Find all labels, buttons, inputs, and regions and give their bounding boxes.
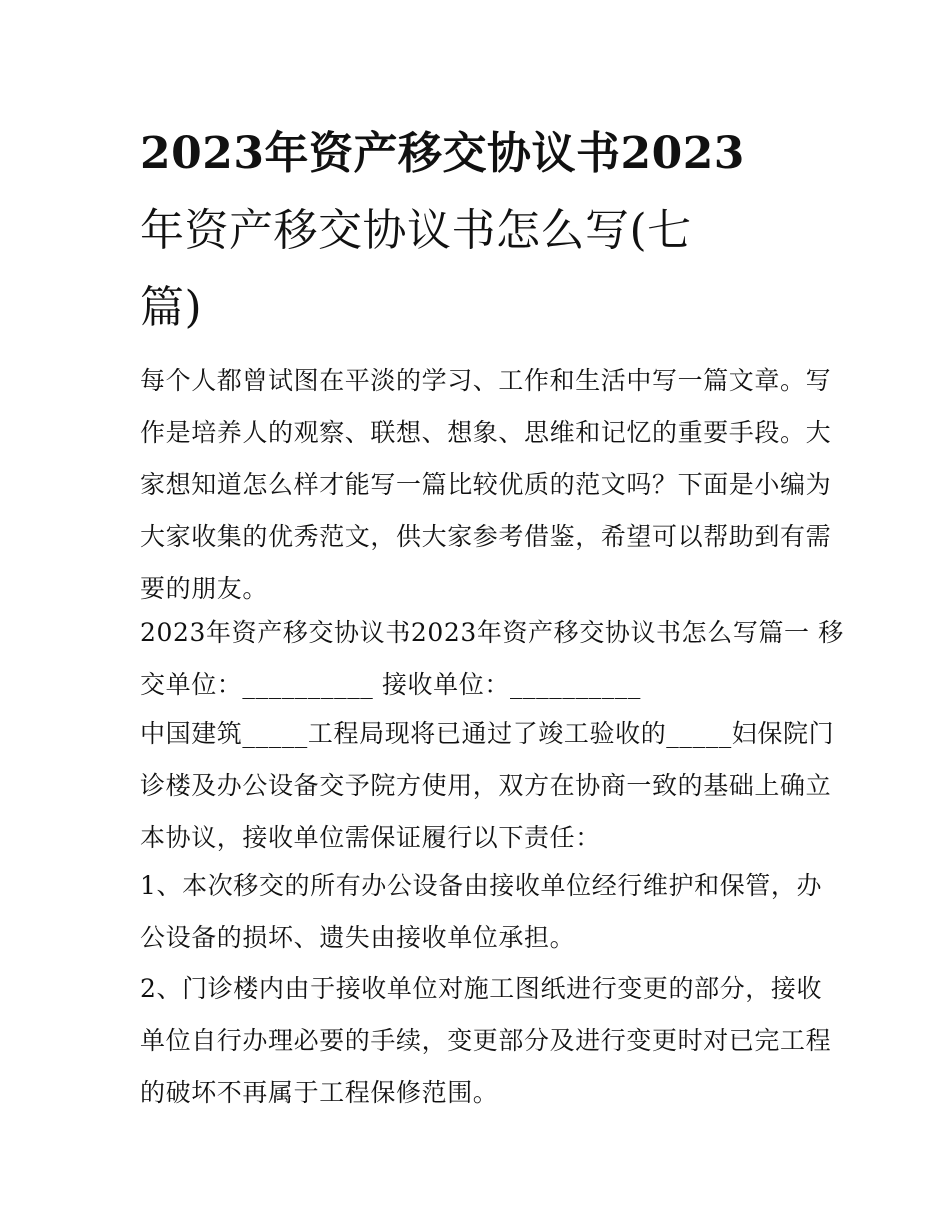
title-line-3: 篇)	[140, 282, 203, 333]
clause-1-line-2: 公设备的损坏、遗失由接收单位承担。	[140, 923, 576, 952]
clause-2-line-3: 的破坏不再属于工程保修范围。	[140, 1078, 499, 1107]
clause-2-line-2: 单位自行办理必要的手续，变更部分及进行变更时对已完工程	[140, 1026, 832, 1055]
intro-line-5: 要的朋友。	[140, 574, 269, 603]
intro-line-2: 作是培养人的观察、联想、想象、思维和记忆的重要手段。大	[140, 418, 832, 447]
clause-1-line-1: 1、本次移交的所有办公设备由接收单位经行维护和保管，办	[140, 871, 823, 900]
intro-line-3: 家想知道怎么样才能写一篇比较优质的范文吗？下面是小编为	[140, 470, 832, 499]
handover-paragraph	[140, 708, 835, 864]
title-line-1: 2023年资产移交协议书2023	[140, 128, 745, 179]
document-title	[140, 115, 820, 346]
para1-line-3: 本协议，接收单位需保证履行以下责任：	[140, 823, 601, 852]
para1-line-2: 诊楼及办公设备交予院方使用，双方在协商一致的基础上确立	[140, 771, 832, 800]
clause-2-line-1: 2、门诊楼内由于接收单位对施工图纸进行变更的部分，接收	[140, 974, 823, 1003]
clause-2	[140, 963, 832, 1119]
intro-paragraph	[140, 355, 832, 615]
para1-line-1: 中国建筑_____工程局现将已通过了竣工验收的_____妇保院门	[140, 719, 835, 748]
intro-line-4: 大家收集的优秀范文，供大家参考借鉴，希望可以帮助到有需	[140, 522, 832, 551]
section-line-1: 2023年资产移交协议书2023年资产移交协议书怎么写篇一 移	[140, 618, 844, 647]
clause-1	[140, 860, 823, 964]
intro-line-1: 每个人都曾试图在平淡的学习、工作和生活中写一篇文章。写	[140, 366, 832, 395]
title-line-2: 年资产移交协议书怎么写(七	[140, 205, 692, 256]
section-line-2: 交单位：__________ 接收单位：__________	[140, 670, 641, 699]
section-heading-paragraph	[140, 607, 844, 711]
